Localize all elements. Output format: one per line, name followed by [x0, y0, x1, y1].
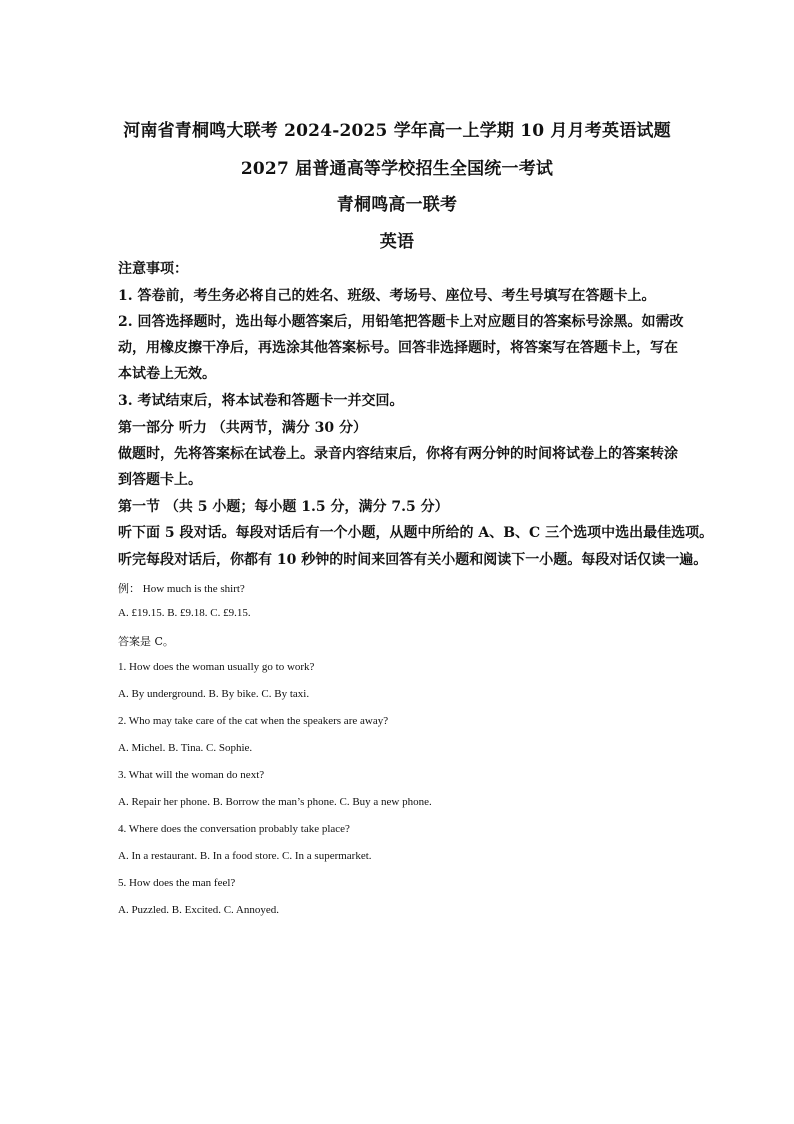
part1-heading: 第一部分 听力 （共两节，满分 30 分）: [118, 420, 367, 436]
exam-title: 河南省青桐鸣大联考 2024-2025 学年高一上学期 10 月月考英语试题: [123, 121, 671, 141]
question-4-options: A. In a restaurant. B. In a food store. C. In a supermarket.: [118, 850, 372, 862]
section1-heading: 第一节 （共 5 小题；每小题 1.5 分，满分 7.5 分）: [118, 499, 449, 515]
question-1: 1. How does the woman usually go to work?: [118, 661, 315, 673]
question-5: 5. How does the man feel?: [118, 877, 236, 889]
question-2-options: A. Michel. B. Tina. C. Sophie.: [118, 742, 253, 754]
section1-instruction-line-2: 听完每段对话后，你都有 10 秒钟的时间来回答有关小题和阅读下一小题。每段对话仅读一遍。: [118, 552, 708, 568]
question-2: 2. Who may take care of the cat when the speakers are away?: [118, 715, 389, 727]
note-item-1: 1. 答卷前，考生务必将自己的姓名、班级、考场号、座位号、考生号填写在答题卡上。: [118, 288, 656, 304]
exam-subtitle: 2027 届普通高等学校招生全国统一考试: [240, 159, 554, 179]
question-4: 4. Where does the conversation probably take place?: [118, 823, 350, 835]
note-item-2-line-2: 动，用橡皮擦干净后，再选涂其他答案标号。回答非选择题时，将答案写在答题卡上，写在: [118, 340, 678, 356]
example-answer: 答案是 C。: [118, 635, 174, 648]
part1-intro-line-1: 做题时，先将答案标在试卷上。录音内容结束后，你将有两分钟的时间将试卷上的答案转涂: [118, 446, 678, 462]
note-item-3: 3. 考试结束后，将本试卷和答题卡一并交回。: [118, 393, 404, 409]
question-1-options: A. By underground. B. By bike. C. By taxi.: [118, 688, 310, 700]
section1-instruction-line-1: 听下面 5 段对话。每段对话后有一个小题，从题中所给的 A、B、C 三个选项中选出最佳选项。: [118, 525, 714, 541]
notes-heading: 注意事项：: [118, 261, 188, 277]
note-item-2-line-3: 本试卷上无效。: [118, 366, 216, 382]
example-question: 例： How much is the shirt?: [118, 583, 245, 595]
question-3: 3. What will the woman do next?: [118, 769, 265, 781]
question-5-options: A. Puzzled. B. Excited. C. Annoyed.: [118, 904, 280, 916]
exam-organizer: 青桐鸣高一联考: [336, 195, 458, 215]
part1-intro-line-2: 到答题卡上。: [118, 472, 202, 488]
example-options: A. £19.15. B. £9.18. C. £9.15.: [118, 607, 251, 619]
note-item-2-line-1: 2. 回答选择题时，选出每小题答案后，用铅笔把答题卡上对应题目的答案标号涂黑。如需改: [118, 314, 684, 330]
question-3-options: A. Repair her phone. B. Borrow the man’s phone. C. Buy a new phone.: [118, 796, 432, 808]
exam-subject: 英语: [379, 232, 415, 252]
